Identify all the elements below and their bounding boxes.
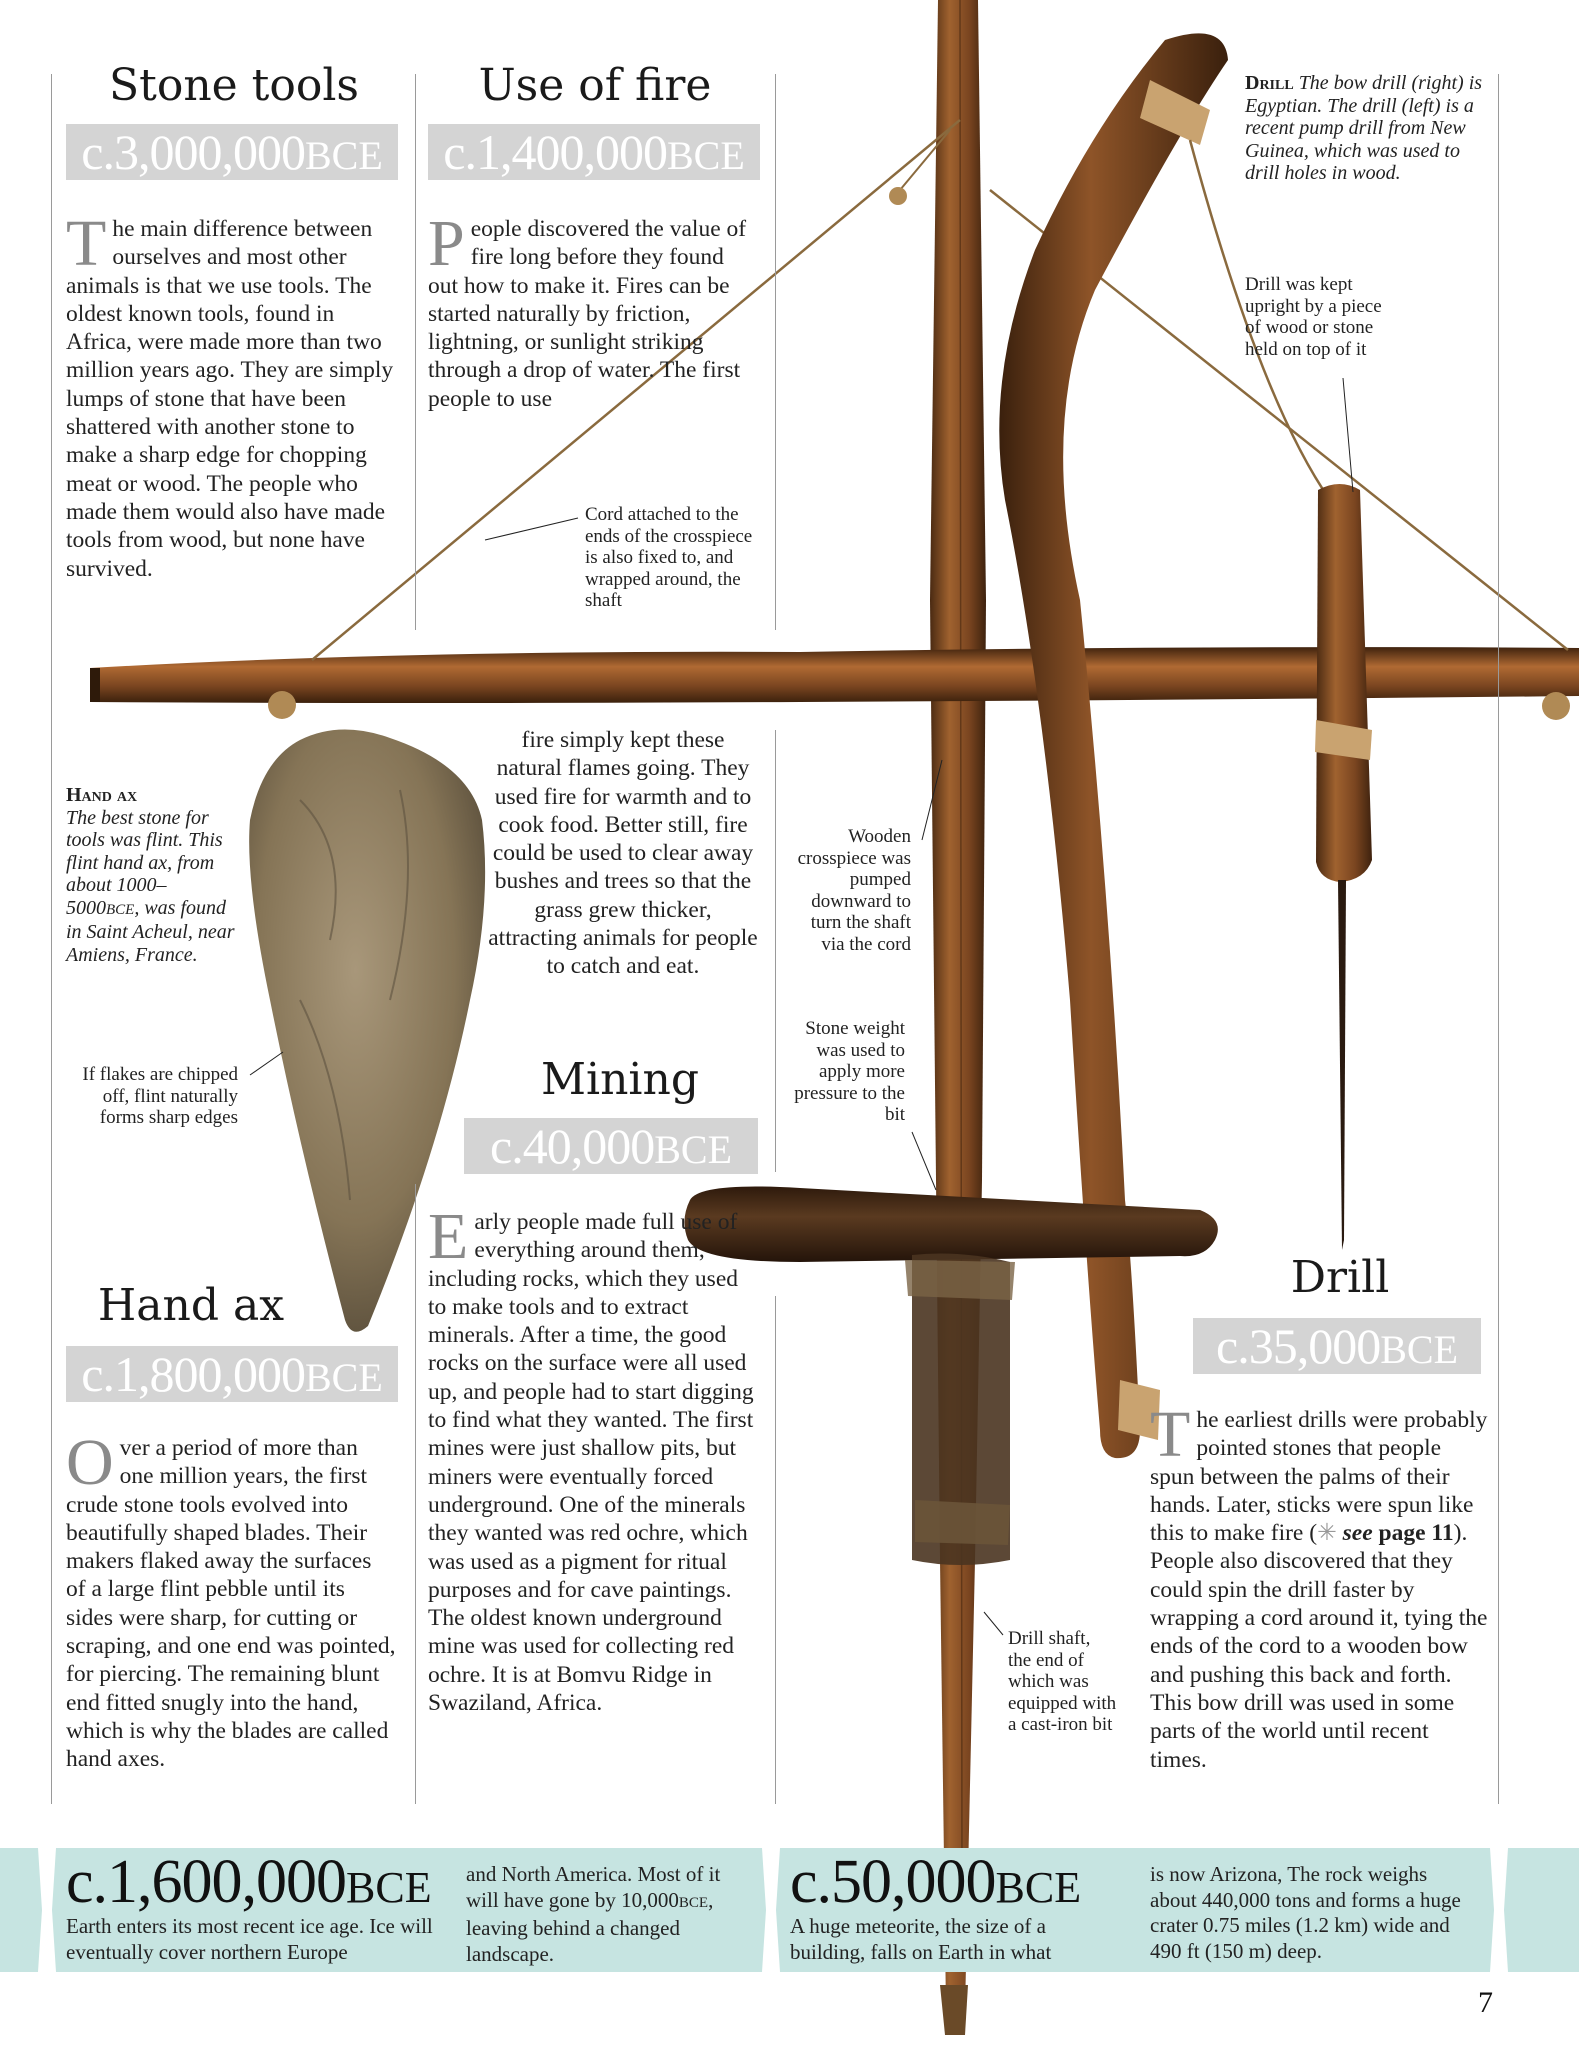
timeline-band xyxy=(0,1848,1579,1972)
timeline-event2-text: A huge meteorite, the size of a building, falls on Earth in what xyxy=(790,1914,1052,1964)
flakes-caption: If flakes are chipped off, flint naturally forms sharp edges xyxy=(82,1064,238,1128)
drill-text: The earliest drills were probably pointed stones that people spun between the palms of their hands. Later, sticks were spun like this to make fire (✳ see page 11). People also discovered that they could spin the drill faster by wrapping a cord around it, tying the ends of the cord to a wooden bow and pushing this back and forth. This bow drill was used in some parts of the world until recent times. xyxy=(1150,1398,1488,1773)
hand-ax-heading: Hand ax xyxy=(97,1280,285,1331)
timeline-event1-continued: and North America. Most of it will have gone by 10,000BCE, leaving behind a changed landscape. xyxy=(466,1862,721,1966)
hand-ax-date: c.1,800,000BCE xyxy=(66,1346,398,1402)
column-rule xyxy=(775,74,776,630)
crosspiece-caption: Wooden crosspiece was pumped downward to turn the shaft via the cord xyxy=(797,826,911,955)
use-of-fire-text-1: People discovered the value of fire long before they found out how to make it. Fires can be started naturally by friction, lightning, or sunlight striking through a drop of water. The first people to use xyxy=(428,207,747,412)
page-number: 7 xyxy=(1478,1986,1493,2019)
drop-cap: T xyxy=(1150,1398,1191,1471)
mining-heading: Mining xyxy=(540,1054,700,1105)
stone-tools-date: c.3,000,000BCE xyxy=(66,124,398,180)
hand-ax-caption: Hand ax The best stone for tools was flint. This flint hand ax, from about 1000–5000BCE, was found in Saint Acheul, near Amiens, France. xyxy=(66,784,235,966)
stone-weight-caption: Stone weight was used to apply more pressure to the bit xyxy=(794,1018,905,1125)
timeline-event1-date: c.1,600,000BCE xyxy=(66,1848,432,1916)
drop-cap: P xyxy=(428,207,465,280)
stone-tools-text: The main difference between ourselves and most other animals is that we use tools. The oldest known tools, found in Africa, were made more than two million years ago. They are simply lumps of stone that have been shattered with another stone to make a sharp edge for chopping meat or wood. The people who made them would also have made tools from wood, but none have survived. xyxy=(66,207,394,582)
drop-cap: O xyxy=(66,1426,114,1499)
column-rule xyxy=(415,74,416,630)
stone-tools-heading: Stone tools xyxy=(109,60,359,111)
hand-ax-text: Over a period of more than one million years, the first crude stone tools evolved into beautifully shaped blades. Their makers flaked away the surfaces of a large flint pebble until its sides were sharp, for cutting or scraping, and one end was pointed, for piercing. The remaining blunt end fitted snugly into the hand, which is why the blades are called hand axes. xyxy=(66,1426,396,1773)
drill-shaft-caption: Drill shaft, the end of which was equipped with a cast-iron bit xyxy=(1008,1628,1117,1735)
column-rule xyxy=(415,1184,416,1804)
drill-caption: Drill The bow drill (right) is Egyptian. The drill (left) is a recent pump drill from New Guinea, which was used to drill holes in wood. xyxy=(1245,72,1483,184)
timeline-event1-text: Earth enters its most recent ice age. Ice will eventually cover northern Europe xyxy=(66,1914,433,1964)
mining-date: c.40,000BCE xyxy=(464,1118,758,1174)
cord-caption: Cord attached to the ends of the crosspiece is also fixed to, and wrapped around, the shaft xyxy=(585,504,753,611)
drill-date: c.35,000BCE xyxy=(1193,1318,1481,1374)
use-of-fire-text-2: fire simply kept these natural flames going. They used fire for warmth and to cook food. Better still, fire could be used to clear away bushes and trees so that the grass grew thicker, attracting animals for people to catch and eat. xyxy=(488,727,758,980)
drop-cap: T xyxy=(66,207,107,280)
column-rule xyxy=(51,74,52,1804)
column-rule xyxy=(775,1296,776,1804)
use-of-fire-date: c.1,400,000BCE xyxy=(428,124,760,180)
drop-cap: E xyxy=(428,1200,469,1273)
pump-drill-shaft xyxy=(930,0,986,2010)
timeline-event2-continued: is now Arizona, The rock weighs about 440,000 tons and forms a huge crater 0.75 miles (1.2 km) wide and 490 ft (150 m) deep. xyxy=(1150,1862,1461,1963)
column-rule xyxy=(775,730,776,1172)
mining-text: Early people made full use of everything around them, including rocks, which they used to make tools and to extract minerals. After a time, the good rocks on the surface were all used up, and people had to start digging to find what they wanted. The first mines were just shallow pits, but miners were eventually forced underground. One of the minerals they wanted was red ochre, which was used as a pigment for ritual purposes and for cave paintings. The oldest known underground mine was used for collecting red ochre. It is at Bomvu Ridge in Swaziland, Africa. xyxy=(428,1200,754,1717)
drill-upright-caption: Drill was kept upright by a piece of wood or stone held on top of it xyxy=(1245,274,1382,360)
bow-drill-spindle xyxy=(1315,484,1372,1250)
column-rule xyxy=(1498,74,1499,1804)
timeline-event2-date: c.50,000BCE xyxy=(790,1848,1082,1916)
see-page-link[interactable]: page 11 xyxy=(1378,1520,1454,1547)
see-reference-icon: ✳ xyxy=(1317,1520,1337,1547)
use-of-fire-heading: Use of fire xyxy=(478,60,712,111)
drill-heading: Drill xyxy=(1290,1252,1390,1303)
